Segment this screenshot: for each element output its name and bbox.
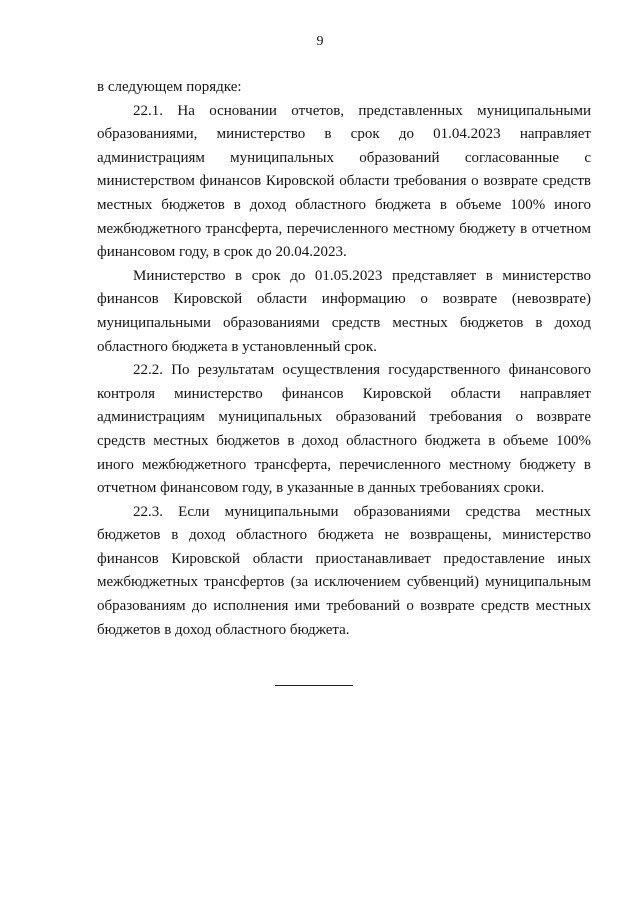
end-of-text-rule: [275, 685, 353, 686]
paragraph-22-1: 22.1. На основании отчетов, представленных муниципальными образованиями, министерство в срок до 01.04.2023 направляет администрациям муниципальных образований согласованные с министерством финансов Кировской области требования о возврате средств местных бюджетов в доход областного бюджета в объеме 100% иного межбюджетного трансферта, перечисленного местному бюджету в отчетном финансовом году, в срок до 20.04.2023.: [97, 102, 591, 261]
paragraph-22-3: 22.3. Если муниципальными образованиями средства местных бюджетов в доход областного бюджета не возвращены, министерство финансов Кировской области приостанавливает предоставление иных межбюджетных трансфертов (за исключением субвенций) муниципальным образованиям до исполнения ими требований о возврате средств местных бюджетов в доход областного бюджета.: [97, 503, 591, 638]
document-body: [97, 76, 591, 642]
paragraph-ministry-report: Министерство в срок до 01.05.2023 представляет в министерство финансов Кировской области информацию о возврате (невозврате) муниципальными образованиями средств местных бюджетов в доход областного бюджета в установленный срок.: [97, 267, 591, 355]
paragraph-continuation: в следующем порядке:: [97, 79, 242, 95]
paragraph-22-2: 22.2. По результатам осуществления государственного финансового контроля министерство финансов Кировской области направляет администрациям муниципальных образований требования о возврате средств местных бюджетов в доход областного бюджета в объеме 100% иного межбюджетного трансферта, перечисленного местному бюджету в отчетном финансовом году, в указанные в данных требованиях сроки.: [97, 362, 591, 497]
page-number: 9: [316, 34, 324, 49]
